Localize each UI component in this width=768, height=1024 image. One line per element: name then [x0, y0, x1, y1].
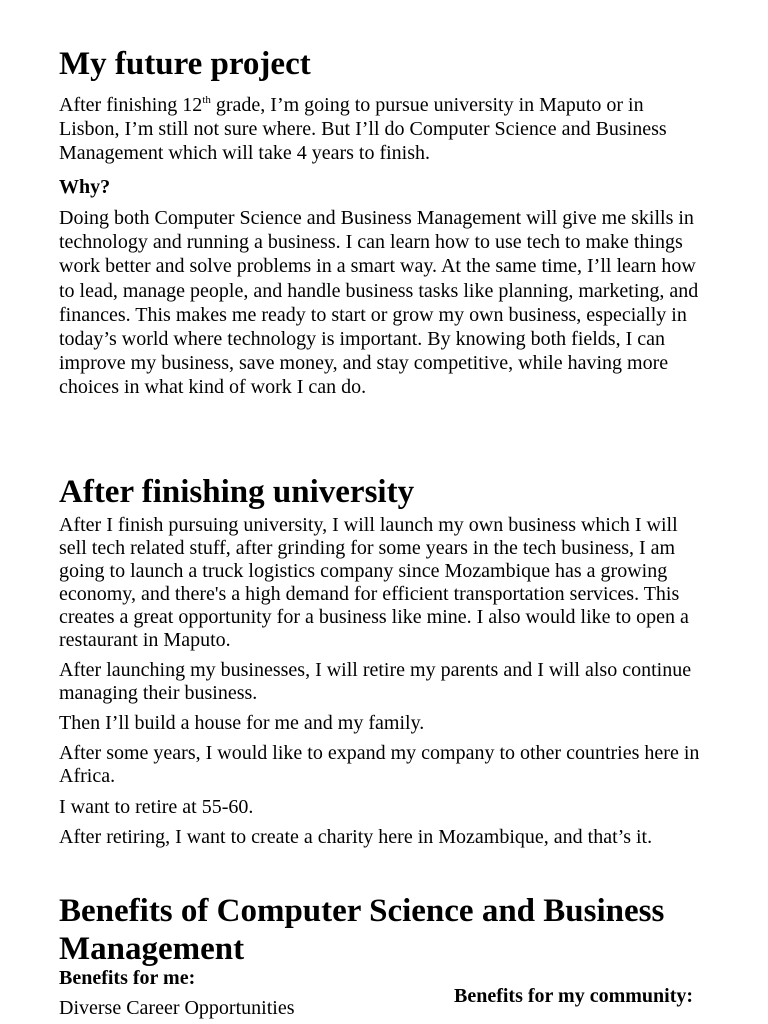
why-paragraph: Doing both Computer Science and Business Management will give me skills in technology and running a business. I can learn how to use tech to make things work better and solve problems in a smart way. At the same time, I’ll learn how to lead, manage people, and handle business tasks like planning, marketing, and finances. This makes me ready to start or grow my own business, especially in today’s world where technology is important. By knowing both fields, I can improve my business, save money, and stay competitive, while having more choices in what kind of work I can do. — [59, 207, 699, 399]
after-university-paragraph-1: After I finish pursuing university, I will launch my own business which I will sell tech related stuff, after grinding for some years in the tech business, I am going to launch a truck logistics company since Mozambique has a growing economy, and there's a high demand for efficient transportation services. This creates a great opportunity for a business like mine. I also would like to open a restaurant in Maputo. — [59, 514, 689, 651]
after-university-paragraph-2: After launching my businesses, I will retire my parents and I will also continue managing their business. — [59, 659, 692, 704]
after-university-paragraph-6: After retiring, I want to create a charity here in Mozambique, and that’s it. — [59, 826, 653, 848]
intro-superscript: th — [202, 94, 211, 106]
intro-paragraph — [59, 93, 709, 166]
after-university-paragraph-4: After some years, I would like to expand my company to other countries here in Africa. — [59, 742, 700, 787]
section-title-future-project: My future project — [59, 46, 311, 82]
section-title-benefits: Benefits of Computer Science and Business Management — [59, 893, 665, 967]
why-heading: Why? — [59, 176, 111, 198]
intro-text-end: grade, I’m going to pursue university in Maputo or in Lisbon, I’m still not sure where. But I’ll do Computer Science and Business Management which will take 4 years to finish. — [59, 94, 667, 165]
section-title-after-university: After finishing university — [59, 474, 415, 510]
benefits-for-me-item: Diverse Career Opportunities — [59, 997, 295, 1019]
after-university-paragraph-3: Then I’ll build a house for me and my family. — [59, 712, 425, 734]
after-university-paragraph-5: I want to retire at 55-60. — [59, 796, 254, 818]
benefits-for-community-heading: Benefits for my community: — [454, 985, 694, 1007]
benefits-for-me-heading: Benefits for me: — [59, 967, 196, 989]
intro-text-start: After finishing 12 — [59, 94, 203, 116]
